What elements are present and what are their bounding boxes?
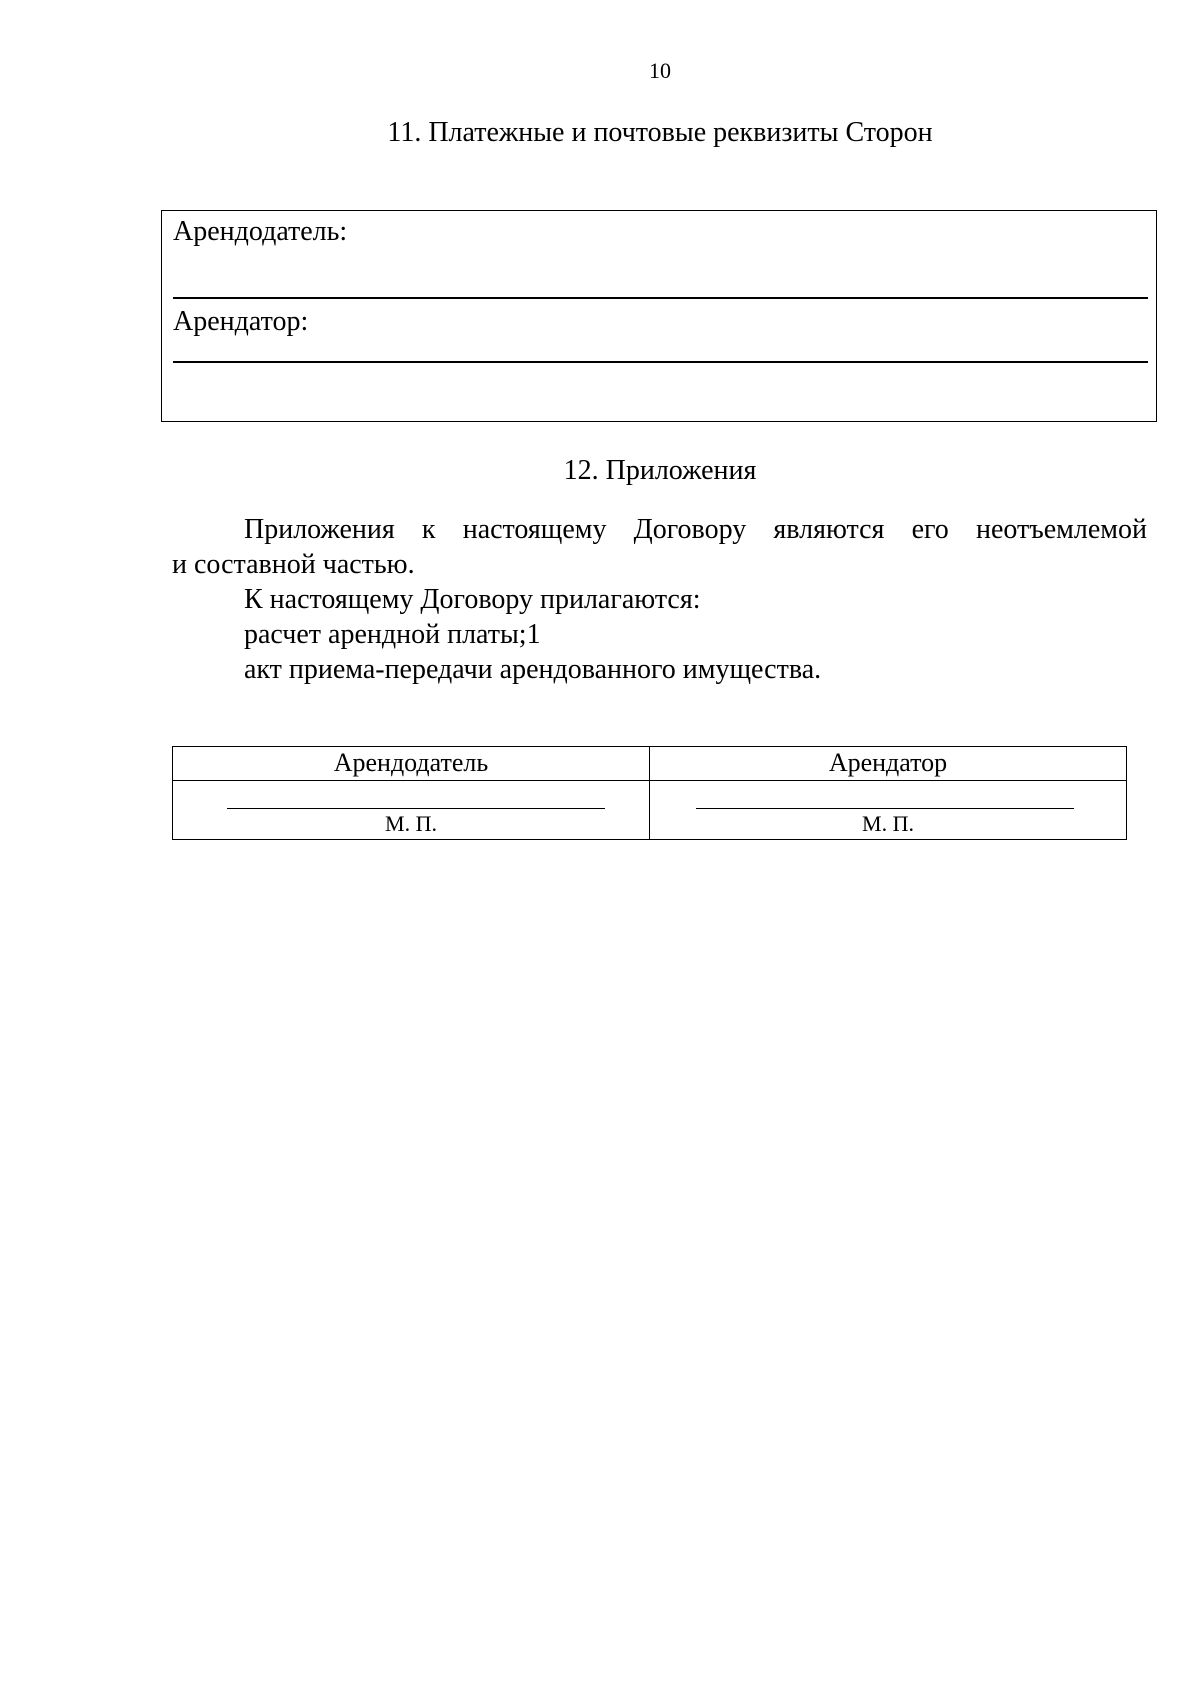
- attachments-paragraph-line-1: Приложения к настоящему Договору являются его неотъемлемой: [244, 514, 1147, 545]
- tenant-signature-cell: [650, 781, 1127, 840]
- tenant-details-line: [173, 361, 1148, 363]
- tenant-signature-line: [696, 808, 1074, 809]
- section-11-title: 11. Платежные и почтовые реквизиты Сторон: [387, 117, 933, 148]
- tenant-stamp-label: М. П.: [862, 811, 914, 836]
- signature-table: [172, 746, 1127, 840]
- payment-details-box: [161, 210, 1157, 422]
- attachment-item-rent-calculation: расчет арендной платы;1: [244, 619, 541, 650]
- attachments-paragraph-line-2: и составной частью.: [172, 549, 415, 580]
- landlord-signature-cell: [173, 781, 650, 840]
- page-number: 10: [649, 58, 671, 83]
- section-12-title: 12. Приложения: [563, 455, 757, 486]
- tenant-signature-header: Арендатор: [650, 747, 1127, 781]
- landlord-signature-header: Арендодатель: [173, 747, 650, 781]
- landlord-details-line: [173, 297, 1148, 299]
- tenant-details-label: Арендатор:: [173, 306, 309, 337]
- attachments-intro: К настоящему Договору прилагаются:: [244, 584, 701, 615]
- landlord-signature-line: [227, 808, 605, 809]
- attachment-item-transfer-act: акт приема-передачи арендованного имущества.: [244, 654, 822, 685]
- landlord-details-label: Арендодатель:: [173, 216, 348, 247]
- landlord-stamp-label: М. П.: [385, 811, 437, 836]
